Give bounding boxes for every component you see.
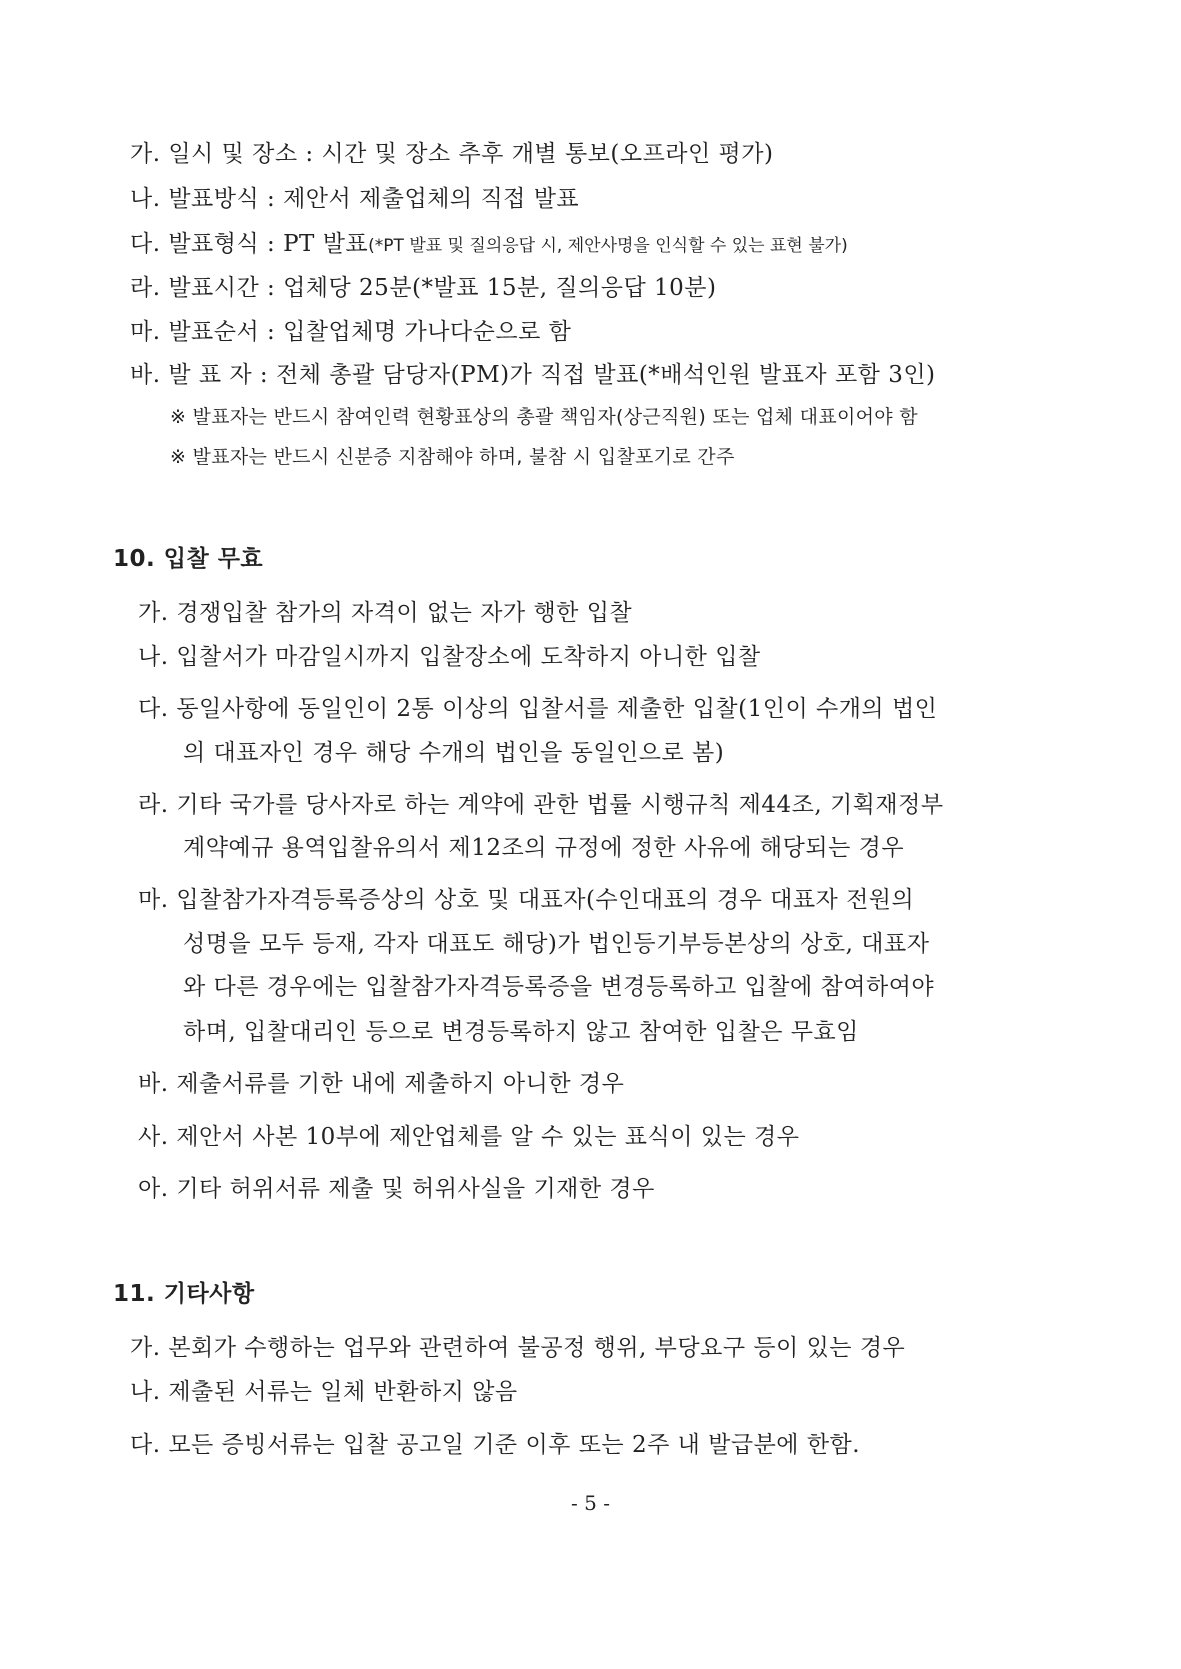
misc-item: 나. 제출된 서류는 일체 반환하지 않음 xyxy=(130,1379,518,1405)
invalid-bid-item: 다. 동일사항에 동일인이 2통 이상의 입찰서를 제출한 입찰(1인이 수개의 법인 xyxy=(138,696,938,722)
presentation-method-item: 나. 발표방식 : 제안서 제출업체의 직접 발표 xyxy=(130,186,580,212)
invalid-bid-item: 마. 입찰참가자격등록증상의 상호 및 대표자(수인대표의 경우 대표자 전원의 xyxy=(138,887,915,913)
invalid-bid-item: 나. 입찰서가 마감일시까지 입찰장소에 도착하지 아니한 입찰 xyxy=(138,644,761,670)
invalid-bid-item-continuation: 의 대표자인 경우 해당 수개의 법인을 동일인으로 봄) xyxy=(183,740,725,766)
invalid-bid-item-continuation: 와 다른 경우에는 입찰참가자격등록증을 변경등록하고 입찰에 참여하여야 xyxy=(183,974,935,1000)
presentation-format-item xyxy=(130,225,848,258)
page-number: - 5 - xyxy=(571,1491,610,1515)
presenter-note-1: ※ 발표자는 반드시 참여인력 현황표상의 총괄 책임자(상근직원) 또는 업체 대표이어야 함 xyxy=(170,406,918,428)
presentation-format-note: (*PT 발표 및 질의응답 시, 제안사명을 인식할 수 있는 표현 불가) xyxy=(368,236,848,256)
presentation-time-item: 라. 발표시간 : 업체당 25분(*발표 15분, 질의응답 10분) xyxy=(130,275,717,301)
invalid-bid-item: 아. 기타 허위서류 제출 및 허위사실을 기재한 경우 xyxy=(138,1176,655,1202)
presentation-schedule-item: 가. 일시 및 장소 : 시간 및 장소 추후 개별 통보(오프라인 평가) xyxy=(130,141,774,167)
invalid-bid-item-continuation: 성명을 모두 등재, 각자 대표도 해당)가 법인등기부등본상의 상호, 대표자 xyxy=(183,931,930,957)
invalid-bid-item: 라. 기타 국가를 당사자로 하는 계약에 관한 법률 시행규칙 제44조, 기획재정부 xyxy=(138,792,944,818)
invalid-bid-item: 가. 경쟁입찰 참가의 자격이 없는 자가 행한 입찰 xyxy=(138,600,633,626)
invalid-bid-item-continuation: 계약예규 용역입찰유의서 제12조의 규정에 정한 사유에 해당되는 경우 xyxy=(183,835,905,861)
section-11-title: 11. 기타사항 xyxy=(113,1281,255,1307)
section-10-title: 10. 입찰 무효 xyxy=(113,546,264,572)
invalid-bid-item-continuation: 하며, 입찰대리인 등으로 변경등록하지 않고 참여한 입찰은 무효임 xyxy=(183,1019,859,1045)
misc-item: 가. 본회가 수행하는 업무와 관련하여 불공정 행위, 부당요구 등이 있는 경우 xyxy=(130,1335,906,1361)
invalid-bid-item: 바. 제출서류를 기한 내에 제출하지 아니한 경우 xyxy=(138,1071,625,1097)
presentation-format-text: 다. 발표형식 : PT 발표 xyxy=(130,231,369,257)
invalid-bid-item: 사. 제안서 사본 10부에 제안업체를 알 수 있는 표식이 있는 경우 xyxy=(138,1124,800,1150)
presentation-order-item: 마. 발표순서 : 입찰업체명 가나다순으로 함 xyxy=(130,319,572,345)
presenter-item: 바. 발 표 자 : 전체 총괄 담당자(PM)가 직접 발표(*배석인원 발표자 포함 3인) xyxy=(130,362,936,388)
misc-item: 다. 모든 증빙서류는 입찰 공고일 기준 이후 또는 2주 내 발급분에 한함. xyxy=(130,1432,861,1458)
presenter-note-2: ※ 발표자는 반드시 신분증 지참해야 하며, 불참 시 입찰포기로 간주 xyxy=(170,446,735,468)
